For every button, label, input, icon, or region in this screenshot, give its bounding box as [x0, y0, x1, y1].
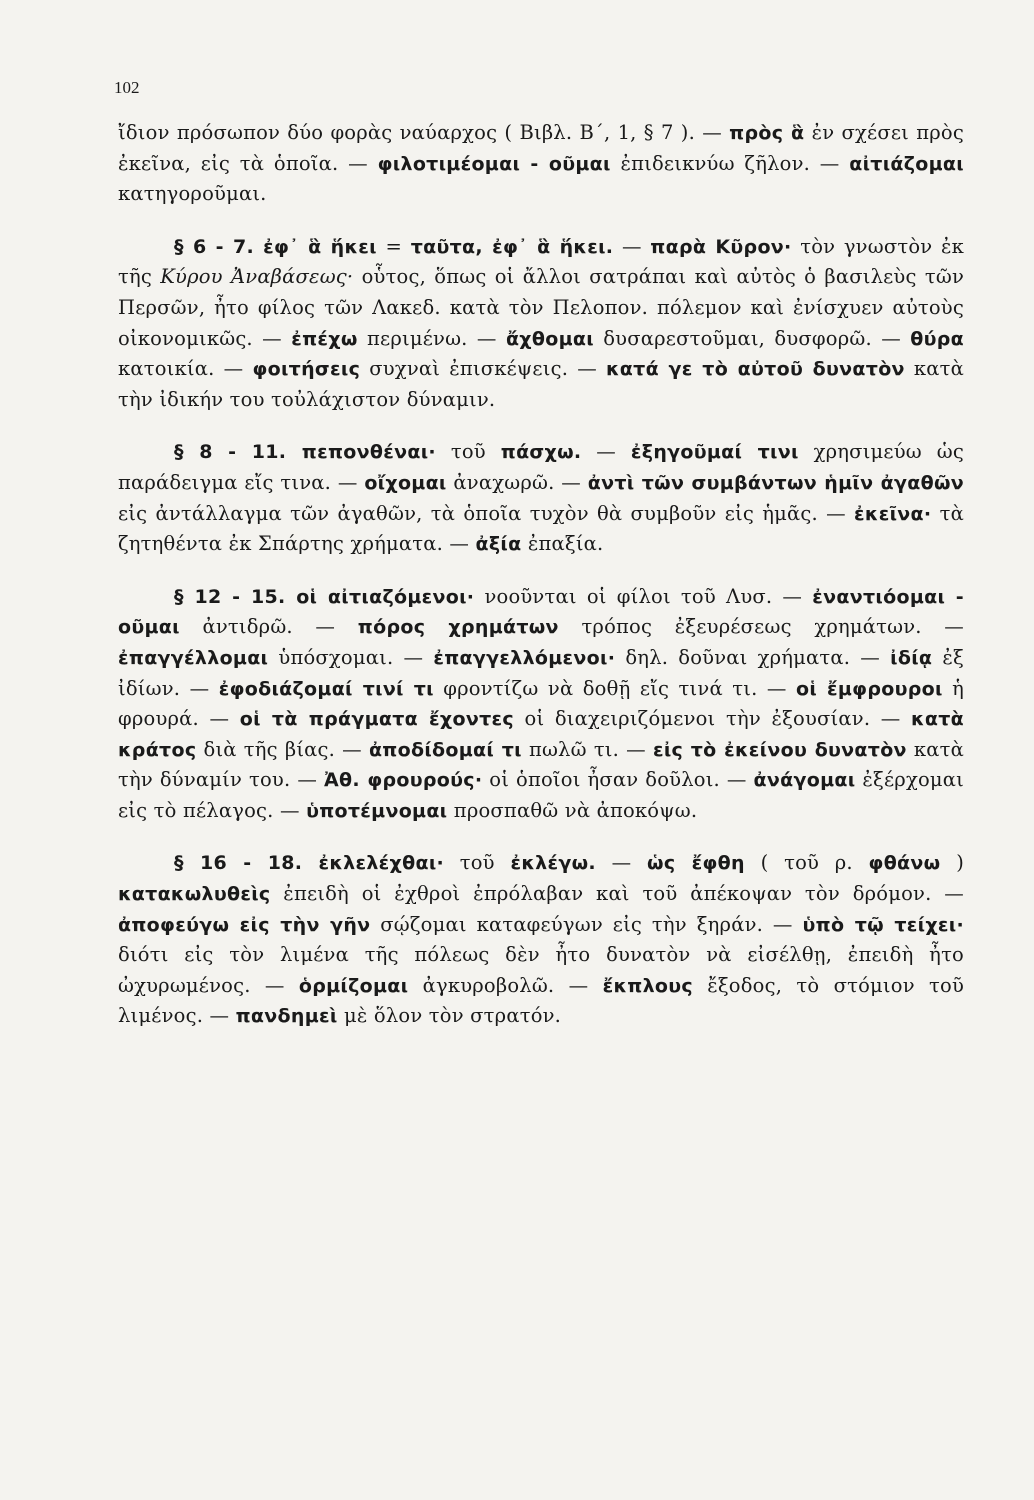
lemma-term: ἀξία: [475, 533, 522, 556]
gloss-text: ἐπαξία.: [521, 532, 604, 556]
gloss-text: οὗτος, ὅπως οἱ ἄλλοι σατράπαι καὶ αὐτὸς ὁ βασιλεὺς τῶν Περσῶν, ἦτο φίλος τῶν Λακεδ. κατὰ τὸν Πελοπον. πόλεμον καὶ ἐνίσχυεν αὐτοὺς οἰκονομικῶς. —: [118, 265, 964, 350]
lemma-term: κατά γε τὸ αὐτοῦ δυνατὸν: [606, 358, 905, 381]
lemma-term: ἐπαγγελλόμενοι·: [433, 646, 616, 669]
gloss-text: κατηγοροῦμαι.: [118, 182, 267, 206]
lemma-term: αἰτιάζομαι: [849, 152, 964, 175]
lemma-term: φιλοτιμέομαι - οῦμαι: [377, 152, 611, 175]
gloss-text: —: [595, 851, 648, 875]
lemma-term: ἐκλελέχθαι·: [318, 852, 445, 875]
paragraph-intro: [118, 118, 964, 210]
gloss-text: κατὰ τὴν δύναμίν του. —: [118, 737, 965, 792]
gloss-text: ἐπειδὴ οἱ ἐχθροὶ ἐπρόλαβαν καὶ τοῦ ἀπέκοψαν τὸν δρόμον. —: [270, 882, 964, 906]
gloss-text: τὰ ζητηθέντα ἐκ Σπάρτης χρήματα. —: [118, 501, 964, 556]
gloss-text: φροντίζω νὰ δοθῇ εἴς τινά τι. —: [433, 676, 797, 700]
gloss-text: ἀντιδρῶ. —: [179, 615, 358, 639]
paragraph-section-8-11: [118, 437, 964, 559]
gloss-text: προσπαθῶ νὰ ἀποκόψω.: [447, 798, 698, 822]
gloss-text: ( τοῦ ρ.: [744, 851, 869, 875]
lemma-term: ὑποτέμνομαι: [306, 799, 448, 822]
gloss-text: ἐπιδεικνύω ζῆλον. —: [610, 151, 850, 175]
gloss-text: δηλ. δοῦναι χρήματα. —: [615, 645, 891, 669]
gloss-text: περιμένω. —: [357, 326, 506, 350]
lemma-term: ἰδίᾳ: [890, 646, 933, 669]
lemma-term: οἱ αἰτιαζόμενοι·: [296, 585, 475, 608]
lemma-term: ταῦτα, ἐφ᾽ ἃ ἥκει.: [410, 235, 614, 258]
lemma-term: ἐφοδιάζομαί τινί τι: [218, 677, 434, 700]
gloss-text: εἰς ἀντάλλαγμα τῶν ἀγαθῶν, τὰ ὁποῖα τυχὸν θὰ συμβοῦν εἰς ἡμᾶς. —: [118, 501, 855, 525]
lemma-term: ἐξηγοῦμαί τινι: [630, 441, 799, 464]
gloss-text: ἀναχωρῶ. —: [446, 470, 588, 494]
gloss-text: ἔξοδος, τὸ στόμιον τοῦ λιμένος. —: [118, 973, 964, 1028]
page-number: 102: [114, 78, 140, 97]
gloss-text: ἡ φρουρά. —: [118, 676, 964, 731]
gloss-text: συχναὶ ἐπισκέψεις. —: [360, 357, 606, 381]
lemma-term: ὡς ἔφθη: [647, 852, 745, 875]
commentary-text: [118, 118, 964, 1032]
lemma-term: § 8 - 11.: [174, 441, 302, 464]
gloss-text: δυσαρεστοῦμαι, δυσφορῶ. —: [593, 326, 911, 350]
lemma-term: ἀνάγομαι: [753, 769, 856, 792]
gloss-text: =: [376, 234, 411, 258]
lemma-term: φοιτήσεις: [252, 358, 361, 381]
lemma-term: οἴχομαι: [364, 471, 447, 494]
gloss-text: χρησιμεύω ὡς παράδειγμα εἴς τινα. —: [118, 440, 964, 494]
gloss-text: διότι εἰς τὸν λιμένα τῆς πόλεως δὲν ἦτο δυνατὸν νὰ εἰσέλθῃ, ἐπειδὴ ἦτο ὠχυρωμένος. —: [118, 943, 964, 997]
gloss-text: διὰ τῆς βίας. —: [196, 737, 369, 761]
lemma-term: κατακωλυθεὶς: [118, 883, 271, 906]
lemma-term: ὁρμίζομαι: [298, 974, 409, 997]
gloss-text: ἐν σχέσει πρὸς ἐκεῖνα, εἰς τὰ ὁποῖα. —: [118, 121, 964, 175]
gloss-text: νοοῦνται οἱ φίλοι τοῦ Λυσ. —: [474, 584, 813, 608]
lemma-term: ἐκεῖνα·: [854, 502, 932, 525]
lemma-term: θύρα: [910, 327, 964, 350]
lemma-term: ὑπὸ τῷ τείχει·: [802, 913, 965, 936]
gloss-text: ἴδιον πρόσωπον δύο φορὰς ναύαρχος ( Βιβλ. Β΄, 1, § 7 ). —: [118, 121, 730, 144]
lemma-term: ἀποφεύγω εἰς τὴν γῆν: [118, 913, 371, 936]
gloss-text: τοῦ: [435, 440, 501, 464]
gloss-text: τοῦ: [444, 851, 511, 875]
gloss-text: ): [940, 851, 964, 875]
work-title: Κύρου Ἀναβάσεως·: [160, 265, 354, 289]
lemma-term: § 12 - 15.: [174, 585, 297, 608]
gloss-text: τὸν γνωστὸν ἐκ τῆς: [118, 234, 965, 289]
gloss-text: οἱ ὁποῖοι ἦσαν δοῦλοι. —: [482, 768, 754, 792]
lemma-term: παρὰ Κῦρον·: [650, 235, 792, 258]
lemma-term: ἀντὶ τῶν συμβάντων ἡμῖν ἀγαθῶν: [587, 471, 964, 494]
gloss-text: ὑπόσχομαι. —: [268, 645, 434, 669]
lemma-term: εἰς τὸ ἐκείνου δυνατὸν: [652, 738, 907, 761]
lemma-term: § 16 - 18.: [174, 852, 319, 875]
lemma-term: οἱ τὰ πράγματα ἔχοντες: [239, 708, 514, 731]
lemma-term: κατὰ κράτος: [118, 708, 964, 761]
gloss-text: σῴζομαι καταφεύγων εἰς τὴν ξηράν. —: [370, 912, 803, 936]
lemma-term: ἐκλέγω.: [510, 852, 596, 875]
paragraph-section-6-7: [118, 232, 964, 416]
lemma-term: ἐπαγγέλλομαι: [118, 646, 269, 669]
paragraph-section-16-18: [118, 848, 964, 1032]
gloss-text: ἐξ ἰδίων. —: [118, 645, 965, 700]
lemma-term: πεπονθέναι·: [301, 441, 436, 464]
lemma-term: πόρος χρημάτων: [357, 616, 559, 639]
lemma-term: ἐναντιόομαι - οῦμαι: [118, 585, 964, 639]
gloss-text: πωλῶ τι. —: [521, 737, 653, 761]
lemma-term: ἔκπλους: [602, 974, 693, 997]
lemma-term: ἐπέχω: [291, 327, 358, 350]
lemma-term: § 6 - 7.: [174, 235, 264, 258]
lemma-term: πανδημεὶ: [235, 1005, 338, 1028]
gloss-text: ἀγκυροβολῶ. —: [408, 973, 603, 997]
lemma-term: πάσχω.: [500, 441, 582, 464]
gloss-text: τρόπος ἐξευρέσεως χρημάτων. —: [558, 615, 964, 639]
gloss-text: κατὰ τὴν ἰδικήν του τοὐλάχιστον δύναμιν.: [118, 357, 965, 411]
lemma-term: ἐφ᾽ ἃ ἥκει: [263, 235, 377, 258]
gloss-text: μὲ ὅλον τὸν στρατόν.: [337, 1004, 562, 1028]
lemma-term: πρὸς ἃ: [729, 122, 805, 144]
gloss-text: —: [581, 440, 631, 464]
paragraph-section-12-15: [118, 582, 964, 827]
gloss-text: οἱ διαχειριζόμενοι τὴν ἐξουσίαν. —: [513, 707, 912, 731]
gloss-text: κατοικία. —: [118, 357, 253, 381]
gloss-text: —: [613, 234, 651, 258]
lemma-term: φθάνω: [868, 852, 941, 875]
lemma-term: ἄχθομαι: [505, 327, 594, 350]
lemma-term: Ἀθ. φρουρούς·: [323, 769, 483, 792]
lemma-term: οἱ ἔμφρουροι: [796, 677, 943, 700]
gloss-text: ἐξέρχομαι εἰς τὸ πέλαγος. —: [118, 768, 964, 822]
lemma-term: ἀποδίδομαί τι: [368, 738, 522, 761]
